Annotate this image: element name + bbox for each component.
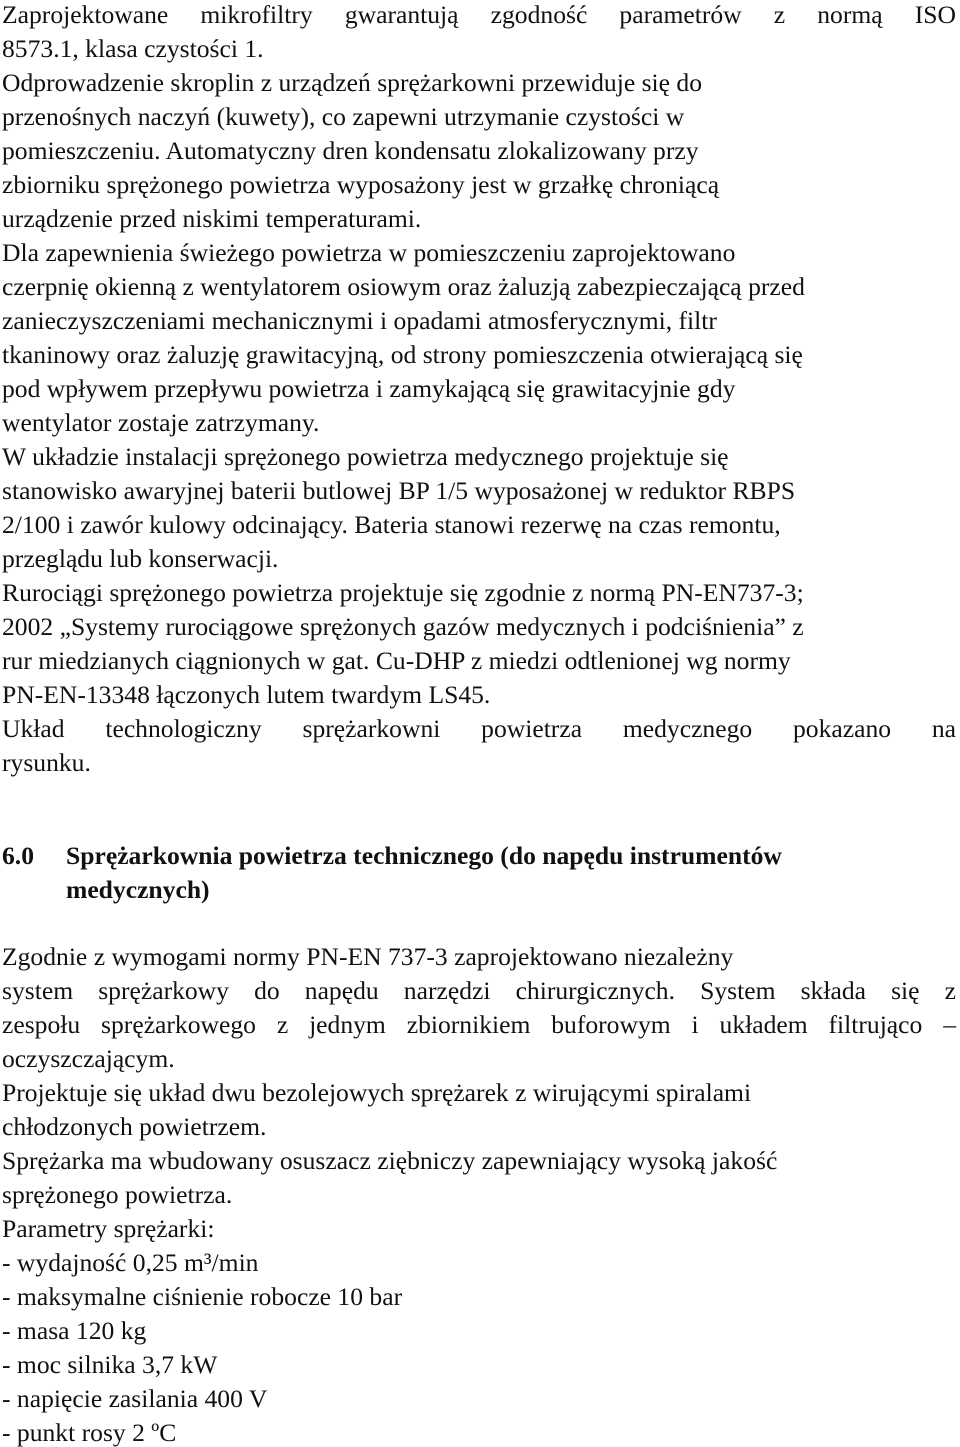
text-line: Odprowadzenie skroplin z urządzeń sprężarkowni przewiduje się do xyxy=(2,68,703,97)
text-line: 8573.1, klasa czystości 1. xyxy=(2,34,264,63)
section-number: 6.0 xyxy=(2,841,34,870)
text-line: chłodzonych powietrzem. xyxy=(2,1112,267,1141)
text-line: Rurociągi sprężonego powietrza projektuje się zgodnie z normą PN-EN737-3; xyxy=(2,578,804,607)
text-line: Parametry sprężarki: xyxy=(2,1214,215,1243)
text-line: urządzenie przed niskimi temperaturami. xyxy=(2,204,422,233)
section-heading xyxy=(2,843,782,869)
text-line: przenośnych naczyń (kuwety), co zapewni utrzymanie czystości w xyxy=(2,102,685,131)
text-line: wentylator zostaje zatrzymany. xyxy=(2,408,320,437)
section-title: Sprężarkownia powietrza technicznego (do napędu instrumentów xyxy=(66,841,782,870)
text-line: sprężonego powietrza. xyxy=(2,1180,233,1209)
text-line: Zaprojektowane mikrofiltry gwarantują zgodność parametrów z normą ISO xyxy=(2,0,956,29)
text-line: rysunku. xyxy=(2,748,91,777)
parameter-item: - wydajność 0,25 m³/min xyxy=(2,1248,259,1277)
text-line: stanowisko awaryjnej baterii butlowej BP 1/5 wyposażonej w reduktor RBPS xyxy=(2,476,796,505)
text-line: zbiorniku sprężonego powietrza wyposażony jest w grzałkę chroniącą xyxy=(2,170,720,199)
text-line: Układ technologiczny sprężarkowni powietrza medycznego pokazano na xyxy=(2,714,956,743)
text-line: W układzie instalacji sprężonego powietrza medycznego projektuje się xyxy=(2,442,729,471)
text-line: przeglądu lub konserwacji. xyxy=(2,544,279,573)
text-line: tkaninowy oraz żaluzję grawitacyjną, od strony pomieszczenia otwierającą się xyxy=(2,340,803,369)
parameter-item: - punkt rosy 2 ºC xyxy=(2,1418,177,1447)
parameter-item: - moc silnika 3,7 kW xyxy=(2,1350,218,1379)
text-line: Dla zapewnienia świeżego powietrza w pomieszczeniu zaprojektowano xyxy=(2,238,736,267)
text-line: 2/100 i zawór kulowy odcinający. Bateria stanowi rezerwę na czas remontu, xyxy=(2,510,781,539)
text-line: PN-EN-13348 łączonych lutem twardym LS45. xyxy=(2,680,491,709)
text-line: rur miedzianych ciągnionych w gat. Cu-DHP z miedzi odtlenionej wg normy xyxy=(2,646,791,675)
text-line: pod wpływem przepływu powietrza i zamykającą się grawitacyjnie gdy xyxy=(2,374,736,403)
text-line: 2002 „Systemy rurociągowe sprężonych gazów medycznych i podciśnienia” z xyxy=(2,612,804,641)
text-line: oczyszczającym. xyxy=(2,1044,175,1073)
parameter-item: - masa 120 kg xyxy=(2,1316,147,1345)
section-title-continued: medycznych) xyxy=(66,875,210,904)
text-line: Sprężarka ma wbudowany osuszacz ziębniczy zapewniający wysoką jakość xyxy=(2,1146,778,1175)
text-line: system sprężarkowy do napędu narzędzi chirurgicznych. System składa się z xyxy=(2,976,956,1005)
parameter-item: - maksymalne ciśnienie robocze 10 bar xyxy=(2,1282,403,1311)
text-line: czerpnię okienną z wentylatorem osiowym oraz żaluzją zabezpieczającą przed xyxy=(2,272,805,301)
text-line: zanieczyszczeniami mechanicznymi i opadami atmosferycznymi, filtr xyxy=(2,306,717,335)
text-line: Projektuje się układ dwu bezolejowych sprężarek z wirującymi spiralami xyxy=(2,1078,752,1107)
text-line: zespołu sprężarkowego z jednym zbiornikiem buforowym i układem filtrująco – xyxy=(2,1010,956,1039)
text-line: pomieszczeniu. Automatyczny dren kondensatu zlokalizowany przy xyxy=(2,136,699,165)
text-line: Zgodnie z wymogami normy PN-EN 737-3 zaprojektowano niezależny xyxy=(2,942,734,971)
parameter-item: - napięcie zasilania 400 V xyxy=(2,1384,268,1413)
